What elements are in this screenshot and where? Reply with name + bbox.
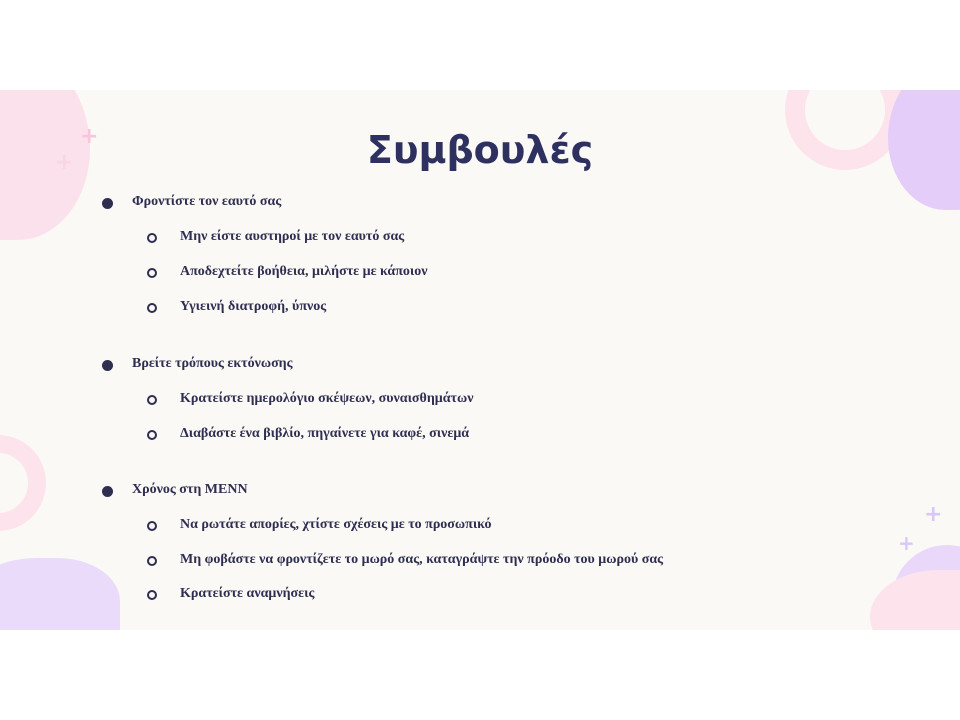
- section-label: Χρόνος στη ΜΕΝΝ: [132, 482, 248, 497]
- plus-icon: +: [80, 124, 99, 149]
- section-label: Βρείτε τρόπους εκτόνωσης: [132, 356, 293, 371]
- bullet-circle-icon: [147, 556, 157, 566]
- bullet-circle-icon: [147, 395, 157, 405]
- bullet-circle-icon: [147, 430, 157, 440]
- bullet-dot-icon: [102, 360, 113, 371]
- list-item: Αποδεχτείτε βοήθεια, μιλήστε με κάποιον: [180, 264, 428, 279]
- decorative-blob-bottom-right-pink: [870, 570, 960, 630]
- bullet-circle-icon: [147, 521, 157, 531]
- list-item: Υγιεινή διατροφή, ύπνος: [180, 299, 327, 314]
- list-item: Κρατείστε ημερολόγιο σκέψεων, συναισθημάτων: [180, 391, 474, 406]
- decorative-blob-bottom-left: [0, 558, 120, 630]
- slide: [0, 90, 960, 630]
- section-label: Φροντίστε τον εαυτό σας: [132, 194, 282, 209]
- list-item: Να ρωτάτε απορίες, χτίστε σχέσεις με το προσωπικό: [180, 517, 492, 532]
- list-item: Κρατείστε αναμνήσεις: [180, 586, 315, 601]
- plus-icon: +: [55, 150, 74, 175]
- bullet-circle-icon: [147, 233, 157, 243]
- bullet-dot-icon: [102, 486, 113, 497]
- bullet-dot-icon: [102, 198, 113, 209]
- list-item: Μη φοβάστε να φροντίζετε το μωρό σας, καταγράψτε την πρόοδο του μωρού σας: [180, 552, 664, 567]
- bullet-circle-icon: [147, 303, 157, 313]
- list-item: Μην είστε αυστηροί με τον εαυτό σας: [180, 229, 405, 244]
- decorative-ring-left: [0, 435, 46, 531]
- plus-icon: +: [924, 502, 943, 527]
- slide-title: Συμβουλές: [366, 128, 594, 172]
- list-item: Διαβάστε ένα βιβλίο, πηγαίνετε για καφέ, σινεμά: [180, 426, 470, 441]
- bullet-circle-icon: [147, 268, 157, 278]
- bullet-circle-icon: [147, 590, 157, 600]
- plus-icon: +: [898, 531, 915, 555]
